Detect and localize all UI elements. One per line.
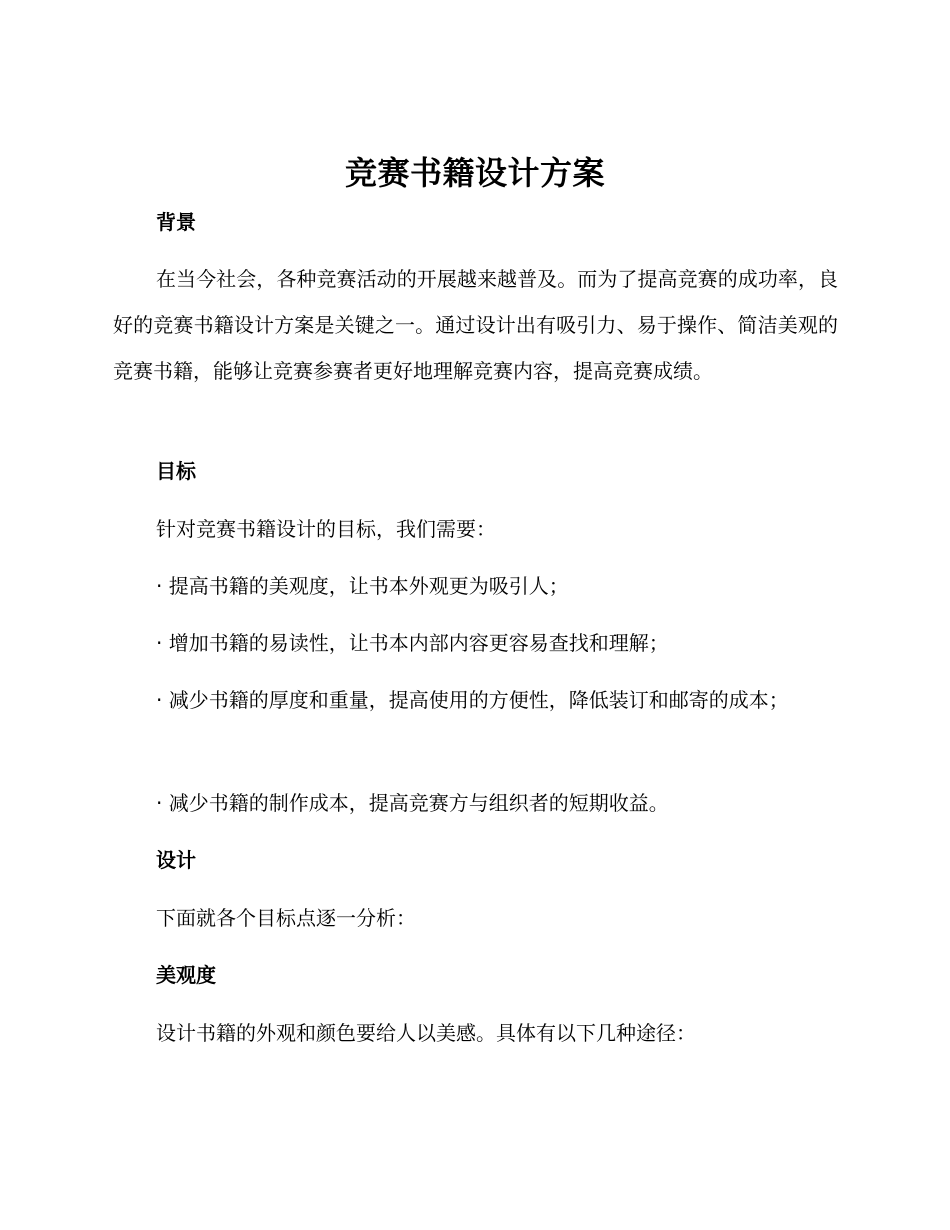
goal-item: · 提高书籍的美观度，让书本外观更为吸引人； xyxy=(156,574,569,598)
goal-item: · 增加书籍的易读性，让书本内部内容更容易查找和理解； xyxy=(156,631,669,655)
aesthetics-intro: 设计书籍的外观和颜色要给人以美感。具体有以下几种途径： xyxy=(156,1021,696,1045)
goals-intro: 针对竞赛书籍设计的目标，我们需要： xyxy=(156,517,496,541)
goal-item: · 减少书籍的制作成本，提高竞赛方与组织者的短期收益。 xyxy=(156,791,669,815)
section-heading-aesthetics: 美观度 xyxy=(156,963,216,987)
design-intro: 下面就各个目标点逐一分析： xyxy=(156,906,416,930)
section-heading-background: 背景 xyxy=(156,210,196,234)
goal-item: · 减少书籍的厚度和重量，提高使用的方便性，降低装订和邮寄的成本； xyxy=(156,688,789,712)
section-heading-goals: 目标 xyxy=(156,459,196,483)
document-title: 竞赛书籍设计方案 xyxy=(344,154,605,192)
section-heading-design: 设计 xyxy=(156,848,196,872)
background-paragraph: 在当今社会，各种竞赛活动的开展越来越普及。而为了提高竞赛的成功率，良好的竞赛书籍设计方案是关键之一。通过设计出有吸引力、易于操作、简洁美观的竞赛书籍，能够让竞赛参赛者更好地理解竞赛内容，提高竞赛成绩。 xyxy=(113,267,838,383)
